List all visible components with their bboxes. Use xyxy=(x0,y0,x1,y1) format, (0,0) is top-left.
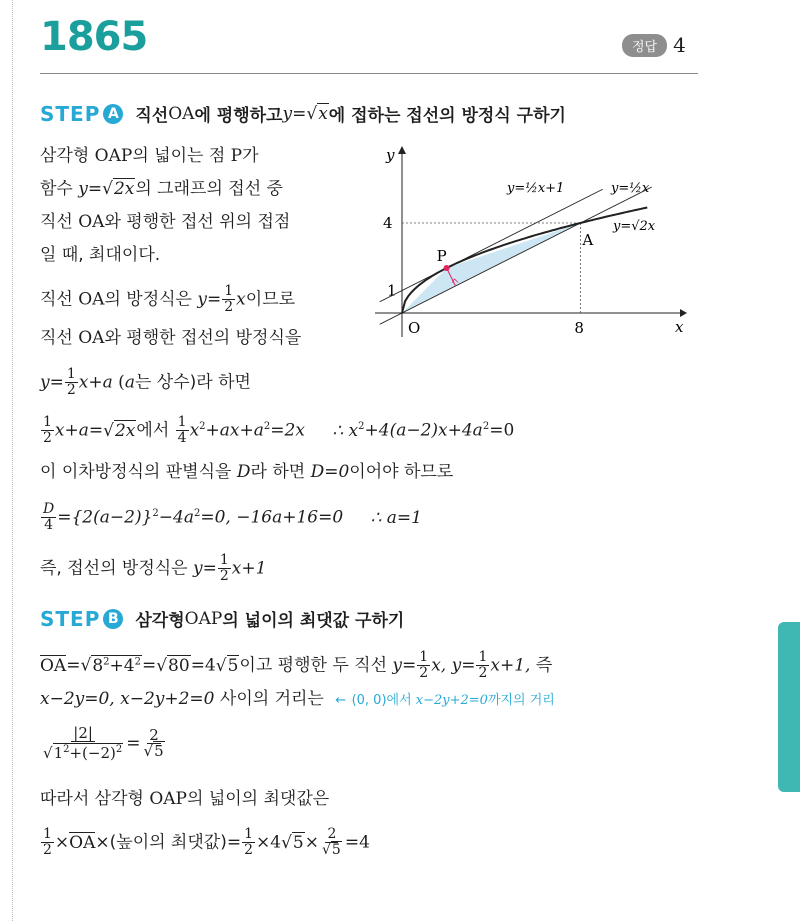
tick-label-y1: 1 xyxy=(387,281,397,300)
label-curve: y=√2x xyxy=(613,219,656,234)
tangent-line xyxy=(380,189,603,302)
text-line-3: 직선 OA와 평행한 접선 위의 접점 xyxy=(40,212,291,232)
equation-3: $\frac{D}{4}$ $=\{2(a-2)\}^2-4a^2=0$, −16a+16=0 ∴ a=1 xyxy=(43,501,422,533)
label-line-oa: y=½x xyxy=(611,181,650,196)
sqrt-symbol: √x xyxy=(306,103,328,124)
x-axis-arrow xyxy=(680,309,687,317)
graph-figure xyxy=(375,142,695,342)
step-b-letter: B xyxy=(103,609,123,629)
label-tangent: y=½x+1 xyxy=(507,181,565,196)
y-axis-arrow xyxy=(398,146,406,154)
equation-2: 이 이차방정식의 판별식을 D라 하면 D=0이어야 하므로 xyxy=(40,462,454,482)
text-line-1: 삼각형 OAP의 넓이는 점 P가 xyxy=(40,146,259,166)
solution-line-b4: 따라서 삼각형 OAP의 넓이의 최댓값은 xyxy=(40,789,330,809)
fraction: $\frac{1}{2}$ xyxy=(224,283,234,315)
chapter-tab xyxy=(778,622,800,792)
text-line-2: 함수 y=√2x의 그래프의 접선 중 xyxy=(40,179,283,199)
text-line-7: y= $\frac{1}{2}$ x+a (a는 상수)라 하면 xyxy=(40,366,251,398)
text-line-6: 직선 OA와 평행한 접선의 방정식을 xyxy=(40,328,302,348)
label-p: P xyxy=(436,247,447,265)
step-b-label: STEP xyxy=(40,606,101,631)
equation-1: $\frac{1}{2}$ x+a=√2x에서 $\frac{1}{4}$ $x^2+ax+a^2=2x$ ∴ $x^2+4(a-2)x+4a^2=0$ xyxy=(43,414,515,446)
solution-line-b1: $OA=√8^2+4^2=√80=4√5$이고 평행한 두 직선 y= $\frac{1}{2}$ x, y= $\frac{1}{2}$ x+1, 즉 xyxy=(40,649,553,681)
step-a-heading: STEP A 직선 OA 에 평행하고 y = √x 에 접하는 접선의 방정식 구하기 xyxy=(40,101,566,126)
origin-label: O xyxy=(408,319,421,337)
label-a: A xyxy=(582,231,594,249)
solution-line-b3: $\frac{|2|}{√1^2+(-2)^2}$ = $\frac{2}{√5}$ xyxy=(43,724,164,762)
answer-badge: 정답 xyxy=(622,34,667,57)
solution-line-b5: $\frac{1}{2}$ ×OA×(높이의 최댓값)= $\frac{1}{2}$ ×4√5× $\frac{2}{√5}$ =4 xyxy=(43,826,370,858)
x-axis-label: x xyxy=(675,318,684,336)
y-axis-label: y xyxy=(386,146,395,164)
tick-label-y4: 4 xyxy=(383,214,393,232)
line-oa xyxy=(380,187,652,324)
header-rule xyxy=(40,73,698,74)
text-line-4: 일 때, 최대이다. xyxy=(40,245,161,265)
answer-box xyxy=(622,33,686,57)
answer-value: 4 xyxy=(673,33,686,57)
tick-label-x8: 8 xyxy=(574,319,584,337)
equation-4: 즉, 접선의 방정식은 y= $\frac{1}{2}$ x+1 xyxy=(40,552,267,584)
solution-line-b2: x−2y=0, x−2y+2=0 사이의 거리는 ← (0, 0)에서 x−2y+2=0까지의 거리 xyxy=(40,689,555,709)
left-arrow-icon: ← xyxy=(335,693,347,708)
step-b-heading: STEP B 삼각형 OAP 의 넓이의 최댓값 구하기 xyxy=(40,606,405,631)
page-margin-line xyxy=(12,0,13,921)
problem-number: 1865 xyxy=(40,14,148,60)
point-p xyxy=(444,265,450,271)
step-a-label: STEP xyxy=(40,101,101,126)
step-a-letter: A xyxy=(103,104,123,124)
text-line-5: 직선 OA의 방정식은 y= $\frac{1}{2}$ x이므로 xyxy=(40,283,296,315)
